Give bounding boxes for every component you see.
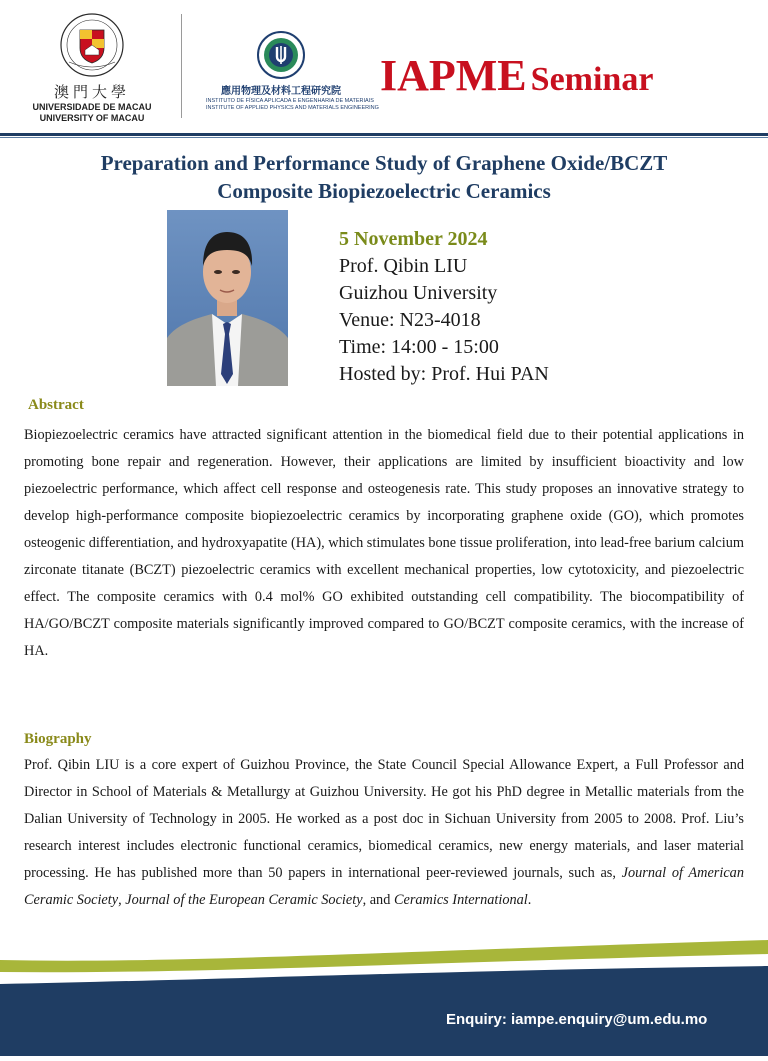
talk-host: Hosted by: Prof. Hui PAN	[339, 363, 549, 385]
header-rule	[0, 133, 768, 136]
talk-title-line1: Preparation and Performance Study of Graphene Oxide/BCZT	[100, 151, 668, 175]
talk-title	[20, 149, 748, 205]
um-crest-icon	[59, 12, 125, 78]
biography-sep-2: , and	[362, 892, 394, 908]
speaker-photo	[167, 210, 288, 386]
header-divider	[181, 14, 182, 118]
header	[0, 0, 768, 134]
enquiry-contact: Enquiry: iampe.enquiry@um.edu.mo	[446, 1011, 708, 1028]
abstract-text: Biopiezoelectric ceramics have attracted significant attention in the biomedical field due to their potential applications in promoting bone repair and regeneration. However, their applications are limited by insufficient bioactivity and low piezoelectric performance, which affect cell response and osteogenesis rate. This study proposes an innovative strategy to develop high-performance composite biopiezoelectric ceramics by incorporating graphene oxide (GO), which promotes osteogenic differentiation, and hydroxyapatite (HA), which stimulates bone tissue proliferation, into lead-free barium calcium zirconate titanate (BCZT) piezoelectric ceramics with excellent mechanical properties, low cytotoxicity, and piezoelectric effect. The composite ceramics with 0.4 mol% GO exhibited outstanding cell compatibility. The biocompatibility of HA/GO/BCZT composite materials significantly improved compared to GO/BCZT composite ceramics, with the increase of HA.	[24, 427, 744, 659]
iapme-chinese-name: 應用物理及材料工程研究院	[221, 86, 341, 97]
biography-heading: Biography	[24, 731, 92, 747]
um-english-name: UNIVERSITY OF MACAU	[39, 113, 145, 123]
talk-title-line2: Composite Biopiezoelectric Ceramics	[217, 179, 551, 203]
iapme-logo	[206, 30, 379, 112]
um-logo	[30, 12, 154, 124]
footer-wave-icon	[0, 940, 768, 1056]
journal-1: Journal of American Ceramic Society	[24, 865, 744, 908]
footer	[0, 940, 768, 1056]
talk-date: 5 November 2024	[339, 228, 488, 250]
talk-details	[339, 226, 549, 388]
biography-sep-1: ,	[118, 892, 126, 908]
seminar-title-seminar: Seminar	[530, 61, 654, 98]
abstract-heading: Abstract	[28, 397, 84, 413]
talk-time: Time: 14:00 - 15:00	[339, 336, 499, 358]
seminar-title-iapme: IAPME	[380, 51, 527, 100]
journal-2: Journal of the European Ceramic Society	[125, 892, 363, 908]
journal-3: Ceramics International	[393, 892, 528, 908]
iapme-portuguese-name: INSTITUTO DE FÍSICA APLICADA E ENGENHARIA DE MATERIAIS	[206, 98, 374, 104]
biography-text	[24, 752, 744, 914]
iapme-emblem-icon	[256, 30, 306, 80]
speaker-affiliation: Guizhou University	[339, 282, 498, 304]
speaker-name: Prof. Qibin LIU	[339, 255, 468, 277]
header-rule-thin	[0, 137, 768, 138]
talk-venue: Venue: N23-4018	[339, 309, 481, 331]
seminar-title	[380, 50, 653, 101]
iapme-english-name: INSTITUTE OF APPLIED PHYSICS AND MATERIALS ENGINEERING	[206, 105, 379, 111]
um-chinese-name: 澳門大學	[53, 83, 130, 101]
biography-end: .	[527, 892, 532, 908]
um-portuguese-name: UNIVERSIDADE DE MACAU	[32, 102, 152, 112]
biography-main: Prof. Qibin LIU is a core expert of Guizhou Province, the State Council Special Allowance Expert, a Full Professor and Director in School of Materials & Metallurgy at Guizhou University. He got his PhD degree in Metallic materials from the Dalian University of Technology in 2005. He worked as a post doc in Sichuan University from 2005 to 2008. Prof. Liu’s research interest includes electronic functional ceramics, biomedical ceramics, new energy materials, and laser material processing. He has published more than 50 papers in international peer-reviewed journals, such as,	[24, 757, 744, 881]
speaker-portrait-icon	[167, 210, 288, 386]
